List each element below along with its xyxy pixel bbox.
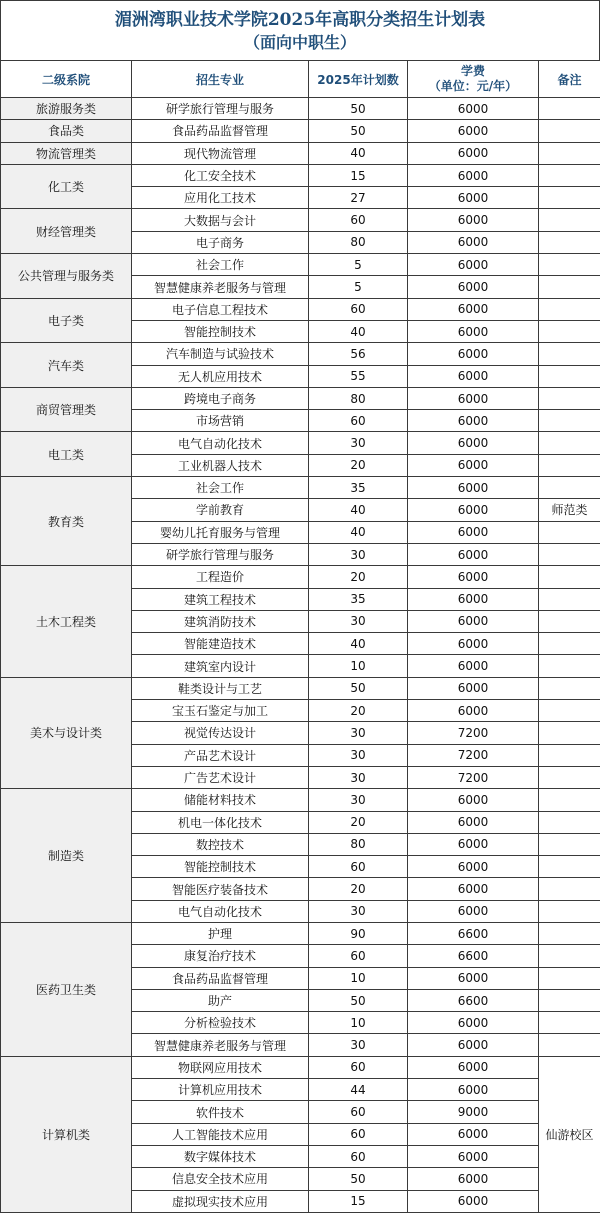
major-cell: 跨境电子商务 — [132, 387, 309, 409]
plan-cell: 40 — [309, 499, 408, 521]
major-cell: 工程造价 — [132, 566, 309, 588]
plan-cell: 60 — [309, 298, 408, 320]
table-row — [1, 254, 600, 276]
plan-cell: 60 — [309, 1123, 408, 1145]
dept-cell: 汽车类 — [1, 343, 132, 388]
dept-cell: 医药卫生类 — [1, 922, 132, 1056]
fee-cell: 6000 — [408, 1123, 539, 1145]
plan-cell: 35 — [309, 477, 408, 499]
fee-cell: 6000 — [408, 811, 539, 833]
major-cell: 建筑工程技术 — [132, 588, 309, 610]
fee-cell: 6000 — [408, 1145, 539, 1167]
major-cell: 电气自动化技术 — [132, 900, 309, 922]
note-cell — [539, 655, 600, 677]
fee-cell: 6000 — [408, 833, 539, 855]
table-row — [1, 343, 600, 365]
fee-cell: 6000 — [408, 967, 539, 989]
major-cell: 建筑消防技术 — [132, 610, 309, 632]
page-title: 湄洲湾职业技术学院2025年高职分类招生计划表 — [114, 9, 486, 30]
major-cell: 宝玉石鉴定与加工 — [132, 700, 309, 722]
plan-cell: 27 — [309, 187, 408, 209]
major-cell: 研学旅行管理与服务 — [132, 98, 309, 120]
header-note: 备注 — [539, 61, 600, 98]
note-cell — [539, 477, 600, 499]
plan-cell: 30 — [309, 543, 408, 565]
plan-cell: 80 — [309, 833, 408, 855]
fee-cell: 6000 — [408, 878, 539, 900]
fee-cell: 6600 — [408, 922, 539, 944]
major-cell: 人工智能技术应用 — [132, 1123, 309, 1145]
major-cell: 工业机器人技术 — [132, 454, 309, 476]
plan-cell: 10 — [309, 1012, 408, 1034]
note-cell — [539, 833, 600, 855]
major-cell: 数控技术 — [132, 833, 309, 855]
fee-cell: 9000 — [408, 1101, 539, 1123]
plan-cell: 60 — [309, 1056, 408, 1078]
note-cell — [539, 1034, 600, 1056]
plan-cell: 30 — [309, 900, 408, 922]
major-cell: 物联网应用技术 — [132, 1056, 309, 1078]
note-cell — [539, 700, 600, 722]
plan-cell: 20 — [309, 878, 408, 900]
note-cell — [539, 410, 600, 432]
fee-cell: 6000 — [408, 655, 539, 677]
table-row — [1, 298, 600, 320]
fee-cell: 6000 — [408, 410, 539, 432]
major-cell: 社会工作 — [132, 477, 309, 499]
major-cell: 计算机应用技术 — [132, 1079, 309, 1101]
major-cell: 虚拟现实技术应用 — [132, 1190, 309, 1212]
plan-cell: 44 — [309, 1079, 408, 1101]
major-cell: 智能控制技术 — [132, 856, 309, 878]
plan-cell: 50 — [309, 120, 408, 142]
dept-cell: 计算机类 — [1, 1056, 132, 1212]
major-cell: 智能建造技术 — [132, 633, 309, 655]
major-cell: 社会工作 — [132, 254, 309, 276]
note-cell — [539, 343, 600, 365]
table-row — [1, 789, 600, 811]
header-fee-line1: 学费 — [460, 64, 485, 78]
fee-cell: 6000 — [408, 209, 539, 231]
plan-cell: 60 — [309, 410, 408, 432]
note-cell — [539, 276, 600, 298]
major-cell: 婴幼儿托育服务与管理 — [132, 521, 309, 543]
major-cell: 研学旅行管理与服务 — [132, 543, 309, 565]
major-cell: 助产 — [132, 989, 309, 1011]
fee-cell: 6000 — [408, 231, 539, 253]
fee-cell: 6000 — [408, 477, 539, 499]
plan-cell: 30 — [309, 744, 408, 766]
fee-cell: 6000 — [408, 164, 539, 186]
plan-cell: 10 — [309, 655, 408, 677]
major-cell: 软件技术 — [132, 1101, 309, 1123]
fee-cell: 6000 — [408, 1012, 539, 1034]
table-row — [1, 677, 600, 699]
plan-cell: 56 — [309, 343, 408, 365]
dept-cell: 公共管理与服务类 — [1, 254, 132, 299]
major-cell: 数字媒体技术 — [132, 1145, 309, 1167]
note-cell — [539, 566, 600, 588]
major-cell: 食品药品监督管理 — [132, 967, 309, 989]
fee-cell: 6000 — [408, 298, 539, 320]
fee-cell: 6000 — [408, 499, 539, 521]
note-cell — [539, 543, 600, 565]
major-cell: 无人机应用技术 — [132, 365, 309, 387]
plan-cell: 10 — [309, 967, 408, 989]
enrollment-table — [0, 60, 600, 1213]
table-row — [1, 1056, 600, 1078]
plan-cell: 5 — [309, 254, 408, 276]
fee-cell: 6000 — [408, 432, 539, 454]
table-row — [1, 209, 600, 231]
major-cell: 电子商务 — [132, 231, 309, 253]
note-cell — [539, 856, 600, 878]
fee-cell: 6000 — [408, 254, 539, 276]
note-cell — [539, 454, 600, 476]
note-cell — [539, 365, 600, 387]
plan-cell: 60 — [309, 1101, 408, 1123]
major-cell: 机电一体化技术 — [132, 811, 309, 833]
note-cell — [539, 254, 600, 276]
major-cell: 储能材料技术 — [132, 789, 309, 811]
note-cell — [539, 766, 600, 788]
fee-cell: 6000 — [408, 633, 539, 655]
dept-cell: 食品类 — [1, 120, 132, 142]
note-cell — [539, 320, 600, 342]
major-cell: 大数据与会计 — [132, 209, 309, 231]
header-fee-line2: （单位：元/年） — [428, 79, 518, 93]
plan-cell: 30 — [309, 610, 408, 632]
fee-cell: 6000 — [408, 343, 539, 365]
header-fee — [408, 61, 539, 98]
fee-cell: 6000 — [408, 187, 539, 209]
fee-cell: 6000 — [408, 1079, 539, 1101]
fee-cell: 6000 — [408, 543, 539, 565]
header-plan: 2025年计划数 — [309, 61, 408, 98]
major-cell: 信息安全技术应用 — [132, 1168, 309, 1190]
plan-cell: 90 — [309, 922, 408, 944]
fee-cell: 7200 — [408, 766, 539, 788]
note-cell — [539, 811, 600, 833]
major-cell: 智能控制技术 — [132, 320, 309, 342]
major-cell: 广告艺术设计 — [132, 766, 309, 788]
plan-cell: 30 — [309, 789, 408, 811]
plan-cell: 50 — [309, 98, 408, 120]
note-cell — [539, 610, 600, 632]
dept-cell: 旅游服务类 — [1, 98, 132, 120]
fee-cell: 6000 — [408, 1056, 539, 1078]
note-cell — [539, 231, 600, 253]
fee-cell: 6000 — [408, 700, 539, 722]
fee-cell: 6000 — [408, 856, 539, 878]
fee-cell: 6000 — [408, 1168, 539, 1190]
fee-cell: 6000 — [408, 610, 539, 632]
major-cell: 视觉传达设计 — [132, 722, 309, 744]
dept-cell: 教育类 — [1, 477, 132, 566]
plan-cell: 20 — [309, 811, 408, 833]
table-row — [1, 98, 600, 120]
fee-cell: 6600 — [408, 989, 539, 1011]
major-cell: 汽车制造与试验技术 — [132, 343, 309, 365]
dept-cell: 电子类 — [1, 298, 132, 343]
dept-cell: 物流管理类 — [1, 142, 132, 164]
plan-cell: 20 — [309, 700, 408, 722]
fee-cell: 6000 — [408, 120, 539, 142]
major-cell: 食品药品监督管理 — [132, 120, 309, 142]
plan-cell: 40 — [309, 320, 408, 342]
note-cell — [539, 789, 600, 811]
note-cell — [539, 98, 600, 120]
fee-cell: 7200 — [408, 722, 539, 744]
plan-cell: 60 — [309, 209, 408, 231]
plan-cell: 40 — [309, 142, 408, 164]
note-cell — [539, 945, 600, 967]
header-row — [1, 61, 600, 98]
note-cell — [539, 989, 600, 1011]
plan-cell: 55 — [309, 365, 408, 387]
note-cell — [539, 900, 600, 922]
table-body — [1, 98, 600, 1213]
note-cell — [539, 298, 600, 320]
plan-cell: 30 — [309, 1034, 408, 1056]
plan-cell: 80 — [309, 387, 408, 409]
fee-cell: 6000 — [408, 1034, 539, 1056]
table-row — [1, 566, 600, 588]
plan-cell: 15 — [309, 164, 408, 186]
plan-cell: 50 — [309, 1168, 408, 1190]
dept-cell: 电工类 — [1, 432, 132, 477]
note-cell — [539, 1012, 600, 1034]
fee-cell: 7200 — [408, 744, 539, 766]
note-cell — [539, 677, 600, 699]
major-cell: 鞋类设计与工艺 — [132, 677, 309, 699]
dept-cell: 制造类 — [1, 789, 132, 923]
note-cell — [539, 187, 600, 209]
fee-cell: 6000 — [408, 789, 539, 811]
fee-cell: 6000 — [408, 588, 539, 610]
fee-cell: 6000 — [408, 276, 539, 298]
dept-cell: 美术与设计类 — [1, 677, 132, 788]
note-cell — [539, 432, 600, 454]
fee-cell: 6000 — [408, 387, 539, 409]
major-cell: 电子信息工程技术 — [132, 298, 309, 320]
plan-cell: 40 — [309, 521, 408, 543]
plan-cell: 20 — [309, 566, 408, 588]
major-cell: 护理 — [132, 922, 309, 944]
table-row — [1, 432, 600, 454]
major-cell: 电气自动化技术 — [132, 432, 309, 454]
major-cell: 市场营销 — [132, 410, 309, 432]
major-cell: 建筑室内设计 — [132, 655, 309, 677]
major-cell: 智能医疗装备技术 — [132, 878, 309, 900]
fee-cell: 6000 — [408, 900, 539, 922]
plan-cell: 60 — [309, 945, 408, 967]
fee-cell: 6000 — [408, 566, 539, 588]
plan-cell: 30 — [309, 766, 408, 788]
fee-cell: 6000 — [408, 1190, 539, 1212]
plan-cell: 80 — [309, 231, 408, 253]
dept-cell: 商贸管理类 — [1, 387, 132, 432]
note-cell — [539, 120, 600, 142]
header-major: 招生专业 — [132, 61, 309, 98]
dept-cell: 土木工程类 — [1, 566, 132, 677]
note-cell — [539, 744, 600, 766]
major-cell: 现代物流管理 — [132, 142, 309, 164]
plan-cell: 50 — [309, 989, 408, 1011]
note-cell: 仙游校区 — [539, 1056, 600, 1212]
note-cell — [539, 922, 600, 944]
table-row — [1, 922, 600, 944]
table-row — [1, 142, 600, 164]
table-row — [1, 164, 600, 186]
plan-cell: 40 — [309, 633, 408, 655]
plan-cell: 20 — [309, 454, 408, 476]
major-cell: 康复治疗技术 — [132, 945, 309, 967]
fee-cell: 6000 — [408, 677, 539, 699]
fee-cell: 6000 — [408, 142, 539, 164]
note-cell — [539, 588, 600, 610]
major-cell: 智慧健康养老服务与管理 — [132, 276, 309, 298]
fee-cell: 6000 — [408, 320, 539, 342]
major-cell: 化工安全技术 — [132, 164, 309, 186]
plan-cell: 30 — [309, 722, 408, 744]
table-row — [1, 387, 600, 409]
major-cell: 学前教育 — [132, 499, 309, 521]
note-cell — [539, 722, 600, 744]
note-cell — [539, 521, 600, 543]
major-cell: 智慧健康养老服务与管理 — [132, 1034, 309, 1056]
major-cell: 应用化工技术 — [132, 187, 309, 209]
fee-cell: 6000 — [408, 98, 539, 120]
table-row — [1, 120, 600, 142]
plan-cell: 5 — [309, 276, 408, 298]
fee-cell: 6000 — [408, 365, 539, 387]
plan-cell: 50 — [309, 677, 408, 699]
page-subtitle: （面向中职生） — [243, 32, 356, 52]
note-cell — [539, 142, 600, 164]
note-cell — [539, 967, 600, 989]
note-cell — [539, 387, 600, 409]
major-cell: 产品艺术设计 — [132, 744, 309, 766]
plan-cell: 35 — [309, 588, 408, 610]
plan-cell: 60 — [309, 856, 408, 878]
header-dept: 二级系院 — [1, 61, 132, 98]
fee-cell: 6600 — [408, 945, 539, 967]
note-cell — [539, 878, 600, 900]
major-cell: 分析检验技术 — [132, 1012, 309, 1034]
note-cell — [539, 209, 600, 231]
plan-cell: 60 — [309, 1145, 408, 1167]
fee-cell: 6000 — [408, 521, 539, 543]
table-row — [1, 477, 600, 499]
plan-cell: 30 — [309, 432, 408, 454]
note-cell — [539, 164, 600, 186]
note-cell: 师范类 — [539, 499, 600, 521]
fee-cell: 6000 — [408, 454, 539, 476]
dept-cell: 财经管理类 — [1, 209, 132, 254]
note-cell — [539, 633, 600, 655]
title-block — [0, 0, 600, 60]
plan-cell: 15 — [309, 1190, 408, 1212]
dept-cell: 化工类 — [1, 164, 132, 209]
